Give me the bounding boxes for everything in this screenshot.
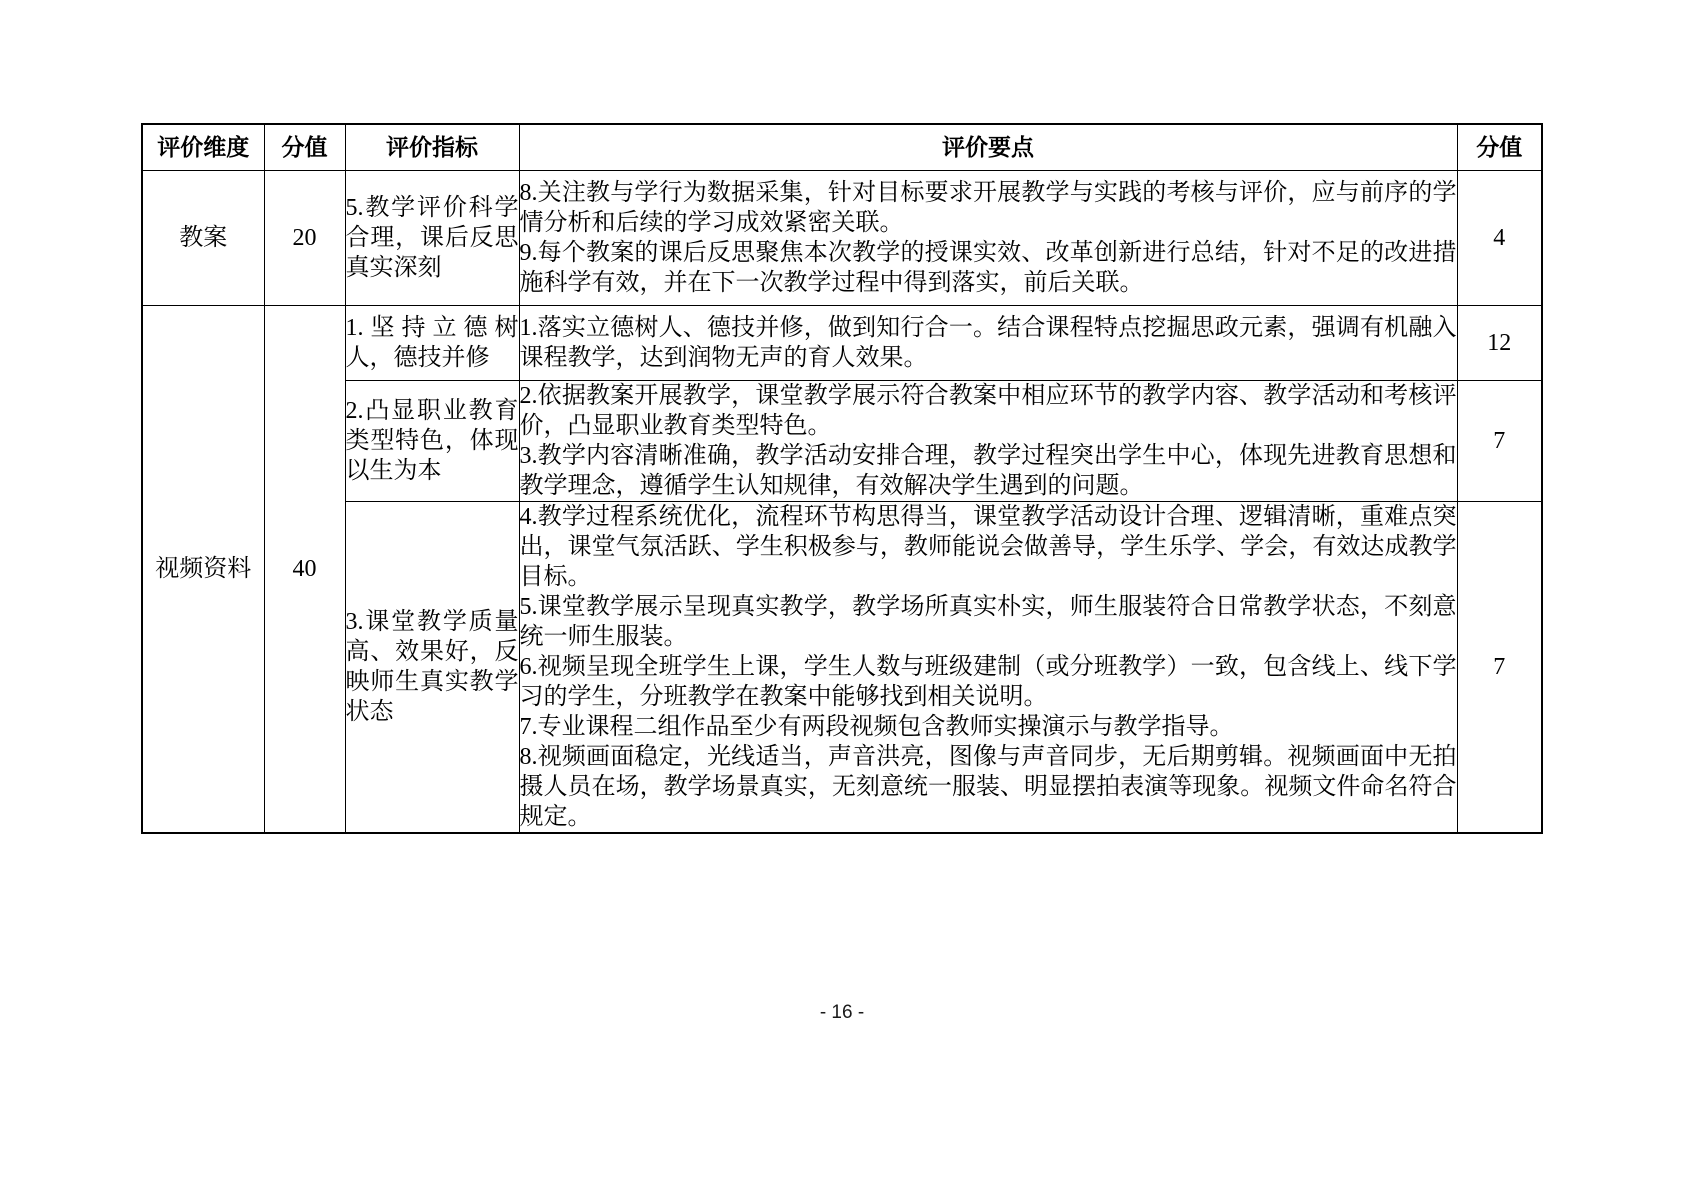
point-paragraph-5: 5.课堂教学展示呈现真实教学，教学场所真实朴实，师生服装符合日常教学状态，不刻意统一师生服装。 (519, 593, 1457, 650)
point-paragraph-6: 6.视频呈现全班学生上课，学生人数与班级建制（或分班教学）一致，包含线上、线下学习的学生，分班教学在教案中能够找到相关说明。 (519, 653, 1457, 710)
point-paragraph-8: 8.关注教与学行为数据采集，针对目标要求开展教学与实践的考核与评价，应与前序的学情分析和后续的学习成效紧密关联。 (519, 179, 1457, 236)
cell-row-score-lesson-plan: 4 (1457, 170, 1542, 305)
cell-row-score-video-1: 12 (1457, 305, 1542, 380)
point-paragraph-2: 2.依据教案开展教学，课堂教学展示符合教案中相应环节的教学内容、教学活动和考核评价，凸显职业教育类型特色。 (519, 382, 1457, 439)
table-row-video-1 (142, 305, 1542, 380)
cell-indicator-3: 3.课堂教学质量高、效果好，反映师生真实教学状态 (345, 501, 519, 833)
point-paragraph-7: 7.专业课程二组作品至少有两段视频包含教师实操演示与教学指导。 (519, 713, 1234, 740)
cell-row-score-video-3: 7 (1457, 501, 1542, 833)
table-row-lesson-plan (142, 170, 1542, 305)
page-number: - 16 - (819, 1002, 865, 1023)
header-cell-score: 分值 (264, 124, 345, 170)
evaluation-rubric-table (141, 123, 1543, 834)
cell-row-score-video-2: 7 (1457, 380, 1542, 501)
header-cell-indicator: 评价指标 (345, 124, 519, 170)
cell-points-video-1 (519, 305, 1457, 380)
table-header-row (142, 124, 1542, 170)
cell-indicator-5: 5.教学评价科学合理，课后反思真实深刻 (345, 170, 519, 305)
cell-indicator-2: 2.凸显职业教育类型特色，体现以生为本 (345, 380, 519, 501)
table-row-video-2 (142, 380, 1542, 501)
cell-dimension-score-lesson-plan: 20 (264, 170, 345, 305)
header-cell-points: 评价要点 (519, 124, 1457, 170)
cell-dimension-score-video: 40 (264, 305, 345, 833)
point-paragraph-4: 4.教学过程系统优化，流程环节构思得当，课堂教学活动设计合理、逻辑清晰，重难点突出，课堂气氛活跃、学生积极参与，教师能说会做善导，学生乐学、学会，有效达成教学目标。 (519, 503, 1457, 590)
cell-points-video-3 (519, 501, 1457, 833)
cell-dimension-lesson-plan: 教案 (142, 170, 264, 305)
point-paragraph-1: 1.落实立德树人、德技并修，做到知行合一。结合课程特点挖掘思政元素，强调有机融入课程教学，达到润物无声的育人效果。 (519, 314, 1457, 371)
header-cell-dimension: 评价维度 (142, 124, 264, 170)
point-paragraph-9: 9.每个教案的课后反思聚焦本次教学的授课实效、改革创新进行总结，针对不足的改进措施科学有效，并在下一次教学过程中得到落实，前后关联。 (519, 239, 1457, 296)
cell-dimension-video: 视频资料 (142, 305, 264, 833)
table-row-video-3 (142, 501, 1542, 833)
cell-points-lesson-plan (519, 170, 1457, 305)
cell-indicator-1: 1.坚持立德树人，德技并修 (345, 305, 519, 380)
header-cell-row-score: 分值 (1457, 124, 1542, 170)
cell-points-video-2 (519, 380, 1457, 501)
point-paragraph-3: 3.教学内容清晰准确，教学活动安排合理，教学过程突出学生中心，体现先进教育思想和教学理念，遵循学生认知规律，有效解决学生遇到的问题。 (519, 442, 1457, 499)
point-paragraph-8b: 8.视频画面稳定，光线适当，声音洪亮，图像与声音同步，无后期剪辑。视频画面中无拍摄人员在场，教学场景真实，无刻意统一服装、明显摆拍表演等现象。视频文件命名符合规定。 (519, 743, 1457, 830)
